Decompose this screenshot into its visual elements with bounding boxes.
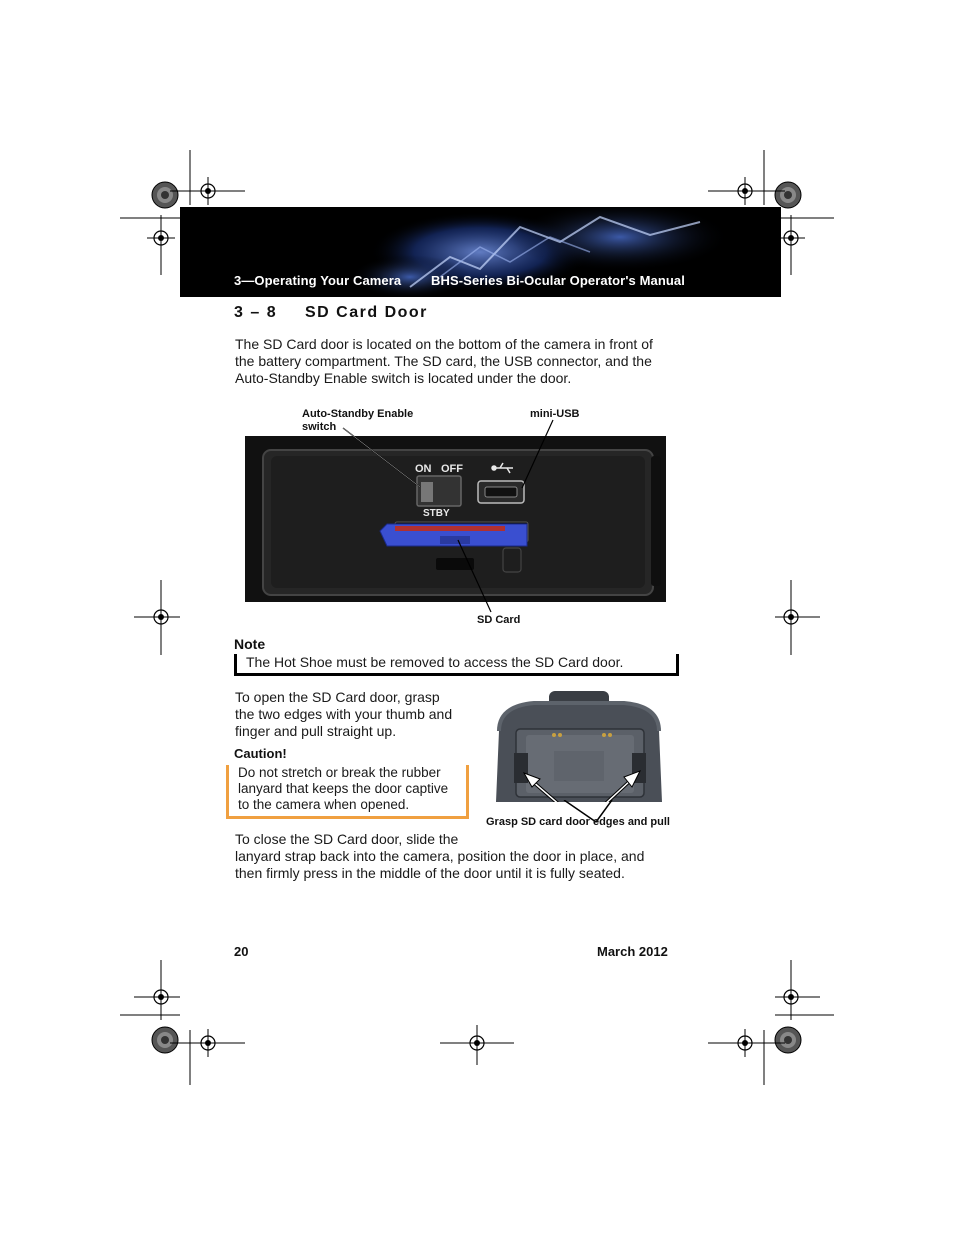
camera-door-photo bbox=[494, 691, 664, 802]
note-box bbox=[234, 654, 679, 676]
note-heading: Note bbox=[234, 636, 266, 652]
section-number: 3 – 8 bbox=[234, 304, 278, 321]
label-sd-card: SD Card bbox=[477, 614, 521, 626]
header-chapter: 3—Operating Your Camera bbox=[234, 273, 402, 288]
switch-stby-text: STBY bbox=[423, 508, 450, 519]
note-text: The Hot Shoe must be removed to access the SD Card door. bbox=[246, 654, 624, 670]
caution-text: Do not stretch or break the rubber lanyard that keeps the door captive to the camera when opened. bbox=[238, 765, 449, 812]
switch-off-text: OFF bbox=[441, 463, 463, 475]
intro-paragraph: The SD Card door is located on the bottom of the camera in front of the battery compartment. The SD card, the USB connector, and the Auto-Standby Enable switch is located under the door. bbox=[235, 336, 653, 386]
switch-on-text: ON bbox=[415, 463, 432, 475]
caution-heading: Caution! bbox=[234, 746, 287, 761]
header-manual-title: BHS-Series Bi-Ocular Operator's Manual bbox=[431, 273, 685, 288]
page-number: 20 bbox=[234, 944, 249, 959]
footer-date: March 2012 bbox=[597, 944, 668, 959]
label-auto-standby-switch: Auto-Standby Enable switch bbox=[302, 408, 414, 433]
caution-box bbox=[226, 765, 469, 819]
label-mini-usb: mini-USB bbox=[530, 408, 580, 420]
close-door-paragraph: To close the SD Card door, slide the lanyard strap back into the camera, position the door in place, and then firmly press in the middle of the door until it is fully seated. bbox=[235, 831, 645, 881]
section-title: SD Card Door bbox=[305, 304, 428, 321]
open-door-paragraph: To open the SD Card door, grasp the two edges with your thumb and finger and pull straight up. bbox=[235, 689, 453, 739]
figure2-caption: Grasp SD card door edges and pull bbox=[486, 816, 670, 828]
